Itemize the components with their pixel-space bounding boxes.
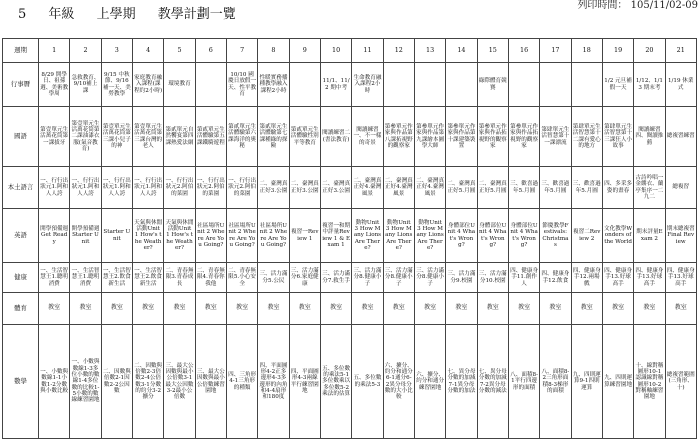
plan-cell: 三、最大公因數與最小公倍數練習園地: [195, 325, 226, 439]
week-number-2: 2: [70, 39, 101, 63]
plan-cell: 九、四則運算9-1四則運算: [571, 325, 602, 439]
plan-cell: 二、臺灣真正好3.公園: [258, 167, 289, 209]
plan-cell: 一、行行出狀元1.阿和人人誇: [101, 167, 132, 209]
plan-cell: 開學預備週Starter Unit: [70, 209, 101, 263]
plan-cell: [571, 63, 602, 107]
plan-cell: 總複習: [665, 167, 696, 209]
grade-number: 5: [18, 7, 27, 22]
subject-label: 數學: [3, 325, 39, 439]
term-label: 上學期: [96, 7, 136, 22]
plan-cell: 8/29 開學日、祖孫週、美術教學周: [39, 63, 70, 107]
plan-cell: 第參單元作家與作品第九課繪本圖學大師: [414, 107, 445, 167]
plan-cell: 第貳單元自然饗宴第四課熱愛法網: [164, 107, 195, 167]
plan-cell: 第肆單元生活智慧第十二課有愛心的地方: [571, 107, 602, 167]
plan-cell: 一、生活智慧王1.聰明消費: [39, 263, 70, 293]
plan-cell: 二、因數與倍數2-3倍數2-4公倍數3-1分數的約分3-2擴分: [132, 325, 163, 439]
plan-cell: 教室: [352, 293, 383, 325]
plan-title: 教學計劃一覽: [157, 7, 236, 22]
week-number-6: 6: [195, 39, 226, 63]
subject-row: [3, 325, 697, 439]
plan-cell: 第參單元作家與作品第八課拓視野的觀察家: [383, 107, 414, 167]
week-number-17: 17: [540, 39, 571, 63]
plan-cell: 八、面積8-1平行四邊形的面積: [508, 325, 539, 439]
plan-cell: 第貳單元生活體驗第七課種綠的探險: [258, 107, 289, 167]
plan-cell: 第貳單元生活體驗第五課鐵騎遊程: [195, 107, 226, 167]
week-number-19: 19: [602, 39, 633, 63]
subject-row: [3, 209, 697, 263]
plan-cell: 一、行行出狀元1.阿和人人誇: [132, 167, 163, 209]
plan-cell: 一、小數與數線1-1小數1-2分數與小數比較: [39, 325, 70, 439]
plan-cell: 二、青春無限4.青春你我他: [195, 263, 226, 293]
subject-row: [3, 107, 697, 167]
plan-cell: 1/12、1/13 期末考: [634, 63, 665, 107]
plan-cell: 教室: [634, 293, 665, 325]
subject-label: 健康: [3, 263, 39, 293]
plan-cell: 閱讀練習四、閱讀推薦: [634, 107, 665, 167]
plan-cell: 三、活力滿分5.公民: [258, 263, 289, 293]
plan-cell: 三、活力滿分10.校園: [477, 263, 508, 293]
plan-cell: 二、因數與倍數2-1因數2-2公因數: [101, 325, 132, 439]
plan-cell: 三、活力滿分8.健康小子: [414, 263, 445, 293]
plan-cell: 教室: [571, 293, 602, 325]
plan-cell: 動物Unit 3 How Many Lions Are There?: [383, 209, 414, 263]
subject-label: 本土語言: [3, 167, 39, 209]
plan-cell: 三、活力滿分9.校園: [446, 263, 477, 293]
subject-label: 英語: [3, 209, 39, 263]
week-number-7: 7: [226, 39, 257, 63]
page-header: [0, 0, 700, 38]
plan-cell: 教室: [39, 293, 70, 325]
plan-cell: 教室: [540, 293, 571, 325]
plan-cell: 四、健康身手13.好球高手: [665, 263, 696, 293]
grade-label: 年級: [48, 7, 75, 22]
plan-cell: 身體部位Unit 4 What's Wrong?: [508, 209, 539, 263]
plan-cell: 教室: [164, 293, 195, 325]
subject-label: 行事曆: [3, 63, 39, 107]
plan-cell: 七、異分母分數的加減7-2異分母分數的減法: [477, 325, 508, 439]
plan-cell: 第肆單元生活智慧第十三課狂人小故事: [602, 107, 633, 167]
plan-cell: 三、歡喜過年5.月圓: [508, 167, 539, 209]
week-number-21: 21: [665, 39, 696, 63]
plan-cell: 教室: [258, 293, 289, 325]
plan-cell: 期末總複習Final Review: [665, 209, 696, 263]
plan-cell: 總複習練習: [665, 107, 696, 167]
plan-cell: 四、多采多姿的畫春: [602, 167, 633, 209]
plan-cell: 第參單元作家與作品拓視野的觀察家: [477, 107, 508, 167]
plan-cell: 第參單元作家與作品拓視野的觀察家: [508, 107, 539, 167]
plan-cell: 動物Unit 3 How Many Lions Are There?: [414, 209, 445, 263]
plan-cell: 四、健康身手12.兩場戲: [571, 263, 602, 293]
plan-cell: 第貳單元生活體驗第六課海洋的奧秘: [226, 107, 257, 167]
plan-cell: 一、生活智慧王2.飲食新生活: [101, 263, 132, 293]
plan-cell: 一、生活智慧王1.聰明消費: [70, 263, 101, 293]
plan-cell: 二、臺灣真正好4.臺灣風景: [414, 167, 445, 209]
plan-cell: [508, 63, 539, 107]
plan-cell: 第參單元作家與作品第十課建築裝置: [446, 107, 477, 167]
plan-cell: 天氣與休閒活動Unit 1 How's the Weather?: [164, 209, 195, 263]
subject-row: [3, 293, 697, 325]
plan-cell: 五、多位數的乘法5-3: [352, 325, 383, 439]
plan-cell: 六、擴分、約分和通分練習園地: [414, 325, 445, 439]
plan-cell: 家庭教育融入課程(課程約2小時): [132, 63, 163, 107]
plan-cell: 教室: [195, 293, 226, 325]
plan-cell: 二、臺灣真正好3.公園: [289, 167, 320, 209]
plan-cell: 一、行行出狀元2.阿伯的菜園: [164, 167, 195, 209]
plan-cell: 教室: [414, 293, 445, 325]
plan-cell: 文化教學Wonders of the World: [602, 209, 633, 263]
plan-cell: 二、臺灣真正好3.公園: [320, 167, 351, 209]
plan-cell: 急救教育、9/10補上課: [70, 63, 101, 107]
plan-cell: 第壹單元生活萬花筒第三課台灣的老人: [132, 107, 163, 167]
plan-cell: 複習一和期中評量Review 1 & Exam 1: [320, 209, 351, 263]
week-number-4: 4: [132, 39, 163, 63]
plan-cell: 四、健康身手11.創作人: [508, 263, 539, 293]
week-header-row: [3, 39, 697, 63]
plan-cell: 複習二Review 2: [571, 209, 602, 263]
plan-cell: 一、行行出狀元2.阿伯的菜園: [195, 167, 226, 209]
subject-label: 國語: [3, 107, 39, 167]
plan-cell: 五、多位數的乘法5-1多位數乘以多位數5-2乘法的估算: [320, 325, 351, 439]
plan-cell: 第壹單元生活萬花筒第二課油漆衣服(氣音教育): [70, 107, 101, 167]
plan-cell: 教室: [132, 293, 163, 325]
week-number-14: 14: [446, 39, 477, 63]
plan-cell: 教室: [665, 293, 696, 325]
week-number-3: 3: [101, 39, 132, 63]
plan-cell: 六、擴分、約分和通分6-1通分6-2異分母分數的大小比較: [383, 325, 414, 439]
plan-cell: 生命教育融入課程2小時: [352, 63, 383, 107]
plan-cell: 四、健康身手12.飲食: [540, 263, 571, 293]
week-number-8: 8: [258, 39, 289, 63]
week-number-16: 16: [508, 39, 539, 63]
plan-cell: 教室: [320, 293, 351, 325]
plan-cell: 總複習範圍(三角形、十): [665, 325, 696, 439]
plan-cell: 1/19 休業式: [665, 63, 696, 107]
plan-cell: 綠際體育競賽: [477, 63, 508, 107]
plan-cell: 三、活力滿分6.家庭健康: [289, 263, 320, 293]
plan-cell: 一、行行出狀元2.阿伯的菜園: [226, 167, 257, 209]
plan-cell: 教室: [446, 293, 477, 325]
plan-cell: 二、臺灣真正好5.月圓: [446, 167, 477, 209]
plan-cell: 複習一Review 1: [289, 209, 320, 263]
plan-cell: 社區場所Unit 2 Where Are You Going?: [226, 209, 257, 263]
week-number-1: 1: [39, 39, 70, 63]
week-number-15: 15: [477, 39, 508, 63]
subject-row: [3, 63, 697, 107]
document-title: [18, 3, 254, 22]
plan-cell: 教室: [508, 293, 539, 325]
plan-cell: 三、最大公因數與最小公倍數3-1最大公因數3-2最小公倍數: [164, 325, 195, 439]
plan-cell: 十、線對稱圖形10-1認識線對稱圖形10-2對稱軸練習園地: [634, 325, 665, 439]
week-column-label: 週期: [3, 39, 39, 63]
plan-cell: 三、歡喜過年5.月圓: [540, 167, 571, 209]
plan-cell: 節慶教學Festivals: Christmas: [540, 209, 571, 263]
plan-cell: 10/10 國慶日放假一天、性平教育: [226, 63, 257, 107]
plan-cell: 教室: [383, 293, 414, 325]
plan-cell: 四、健康身手13.好球高手: [602, 263, 633, 293]
plan-cell: 環境教育: [164, 63, 195, 107]
plan-cell: 三、活力滿分8.健康小子: [352, 263, 383, 293]
plan-cell: 三、活力滿分8.健康小子: [383, 263, 414, 293]
plan-cell: 教室: [289, 293, 320, 325]
plan-cell: 社區場所Unit 2 Where Are You Going?: [195, 209, 226, 263]
plan-cell: 古詩吟唱一金縷衣、蘭亭集序一二九二: [634, 167, 665, 209]
plan-cell: 一、行行出狀元1.阿和人人誇: [70, 167, 101, 209]
plan-cell: 四、平面圖形4-3兩線平行練習園地: [289, 325, 320, 439]
plan-cell: 二、臺灣真正好5.月圓: [477, 167, 508, 209]
plan-cell: 身體部位Unit 4 What's Wrong?: [477, 209, 508, 263]
week-number-18: 18: [571, 39, 602, 63]
plan-cell: 一、小數與數線1-3多位小數的數線1-4多位數的比較1-5小數的數線練習園地: [70, 325, 101, 439]
plan-cell: 開學預備週Get Ready: [39, 209, 70, 263]
plan-cell: 動物Unit 3 How Many Lions Are There?: [352, 209, 383, 263]
plan-cell: 閱讀練習二(書法教育): [320, 107, 351, 167]
week-number-9: 9: [289, 39, 320, 63]
plan-cell: 教室: [602, 293, 633, 325]
plan-cell: 教室: [477, 293, 508, 325]
plan-cell: 期末評量Exam 2: [634, 209, 665, 263]
plan-cell: [289, 63, 320, 107]
week-number-11: 11: [352, 39, 383, 63]
plan-cell: 三、歡喜過年5.月圓: [571, 167, 602, 209]
teaching-plan-table: [2, 38, 697, 439]
plan-cell: 二、臺灣真正好4.臺灣風景: [383, 167, 414, 209]
plan-cell: 一、生活智慧王2.飲食新生活: [132, 263, 163, 293]
plan-cell: 四、三角形4-1三角形的種類: [226, 325, 257, 439]
subject-row: [3, 263, 697, 293]
plan-cell: 性暖實務播種教學融入課程2小時: [258, 63, 289, 107]
plan-cell: 二、臺灣真正好4.臺灣風景: [352, 167, 383, 209]
plan-cell: 八、面積8-2三角形面積8-3梯形的面積: [540, 325, 571, 439]
plan-cell: [383, 63, 414, 107]
plan-cell: 第貳單元生活體驗性別平等教育: [289, 107, 320, 167]
week-number-5: 5: [164, 39, 195, 63]
plan-cell: 第肆單元生活智慧第十一課漂流: [540, 107, 571, 167]
plan-cell: 教室: [226, 293, 257, 325]
plan-cell: 教室: [70, 293, 101, 325]
plan-cell: 三、活力滿分7.救生手: [320, 263, 351, 293]
week-number-10: 10: [320, 39, 351, 63]
week-number-13: 13: [414, 39, 445, 63]
plan-cell: 身體部位Unit 4 What's Wrong?: [446, 209, 477, 263]
plan-cell: [540, 63, 571, 107]
plan-cell: 二、青春無限5.小心安全: [226, 263, 257, 293]
plan-cell: [195, 63, 226, 107]
plan-cell: 四、健康身手13.好球高手: [634, 263, 665, 293]
plan-cell: 四、平面圖形4-2正多邊形4-3多邊形的內角和4-4扇形和180度: [258, 325, 289, 439]
plan-cell: 教室: [101, 293, 132, 325]
plan-cell: 天氣與休閒活動Unit 1 How's the Weather?: [132, 209, 163, 263]
plan-cell: 七、異分母分數的加減7-1異分母分數的加法: [446, 325, 477, 439]
plan-cell: 11/1、11/2 期中考: [320, 63, 351, 107]
plan-cell: 二、青春無限3.青春成長: [164, 263, 195, 293]
plan-cell: [446, 63, 477, 107]
plan-cell: 第壹單元生活萬花筒第三課小兒子的神: [101, 107, 132, 167]
week-number-20: 20: [634, 39, 665, 63]
plan-cell: 1/2 元旦補假一天: [602, 63, 633, 107]
plan-cell: 9/15 中秋節、9/16補一天、美勞教學: [101, 63, 132, 107]
print-time: 列印時間： 105/11/02-09: [577, 0, 698, 11]
plan-cell: 閱讀練習一、不一樣的奇景: [352, 107, 383, 167]
week-number-12: 12: [383, 39, 414, 63]
plan-cell: Starter Unit: [101, 209, 132, 263]
subject-row: [3, 167, 697, 209]
subject-label: 體育: [3, 293, 39, 325]
plan-cell: [414, 63, 445, 107]
plan-cell: 社區場所Unit 2 Where Are You Going?: [258, 209, 289, 263]
plan-cell: 一、行行出狀元1.阿和人人誇: [39, 167, 70, 209]
plan-cell: 九、四則運算練習園地: [602, 325, 633, 439]
plan-cell: 第壹單元生活萬花筒第一課拔牙: [39, 107, 70, 167]
